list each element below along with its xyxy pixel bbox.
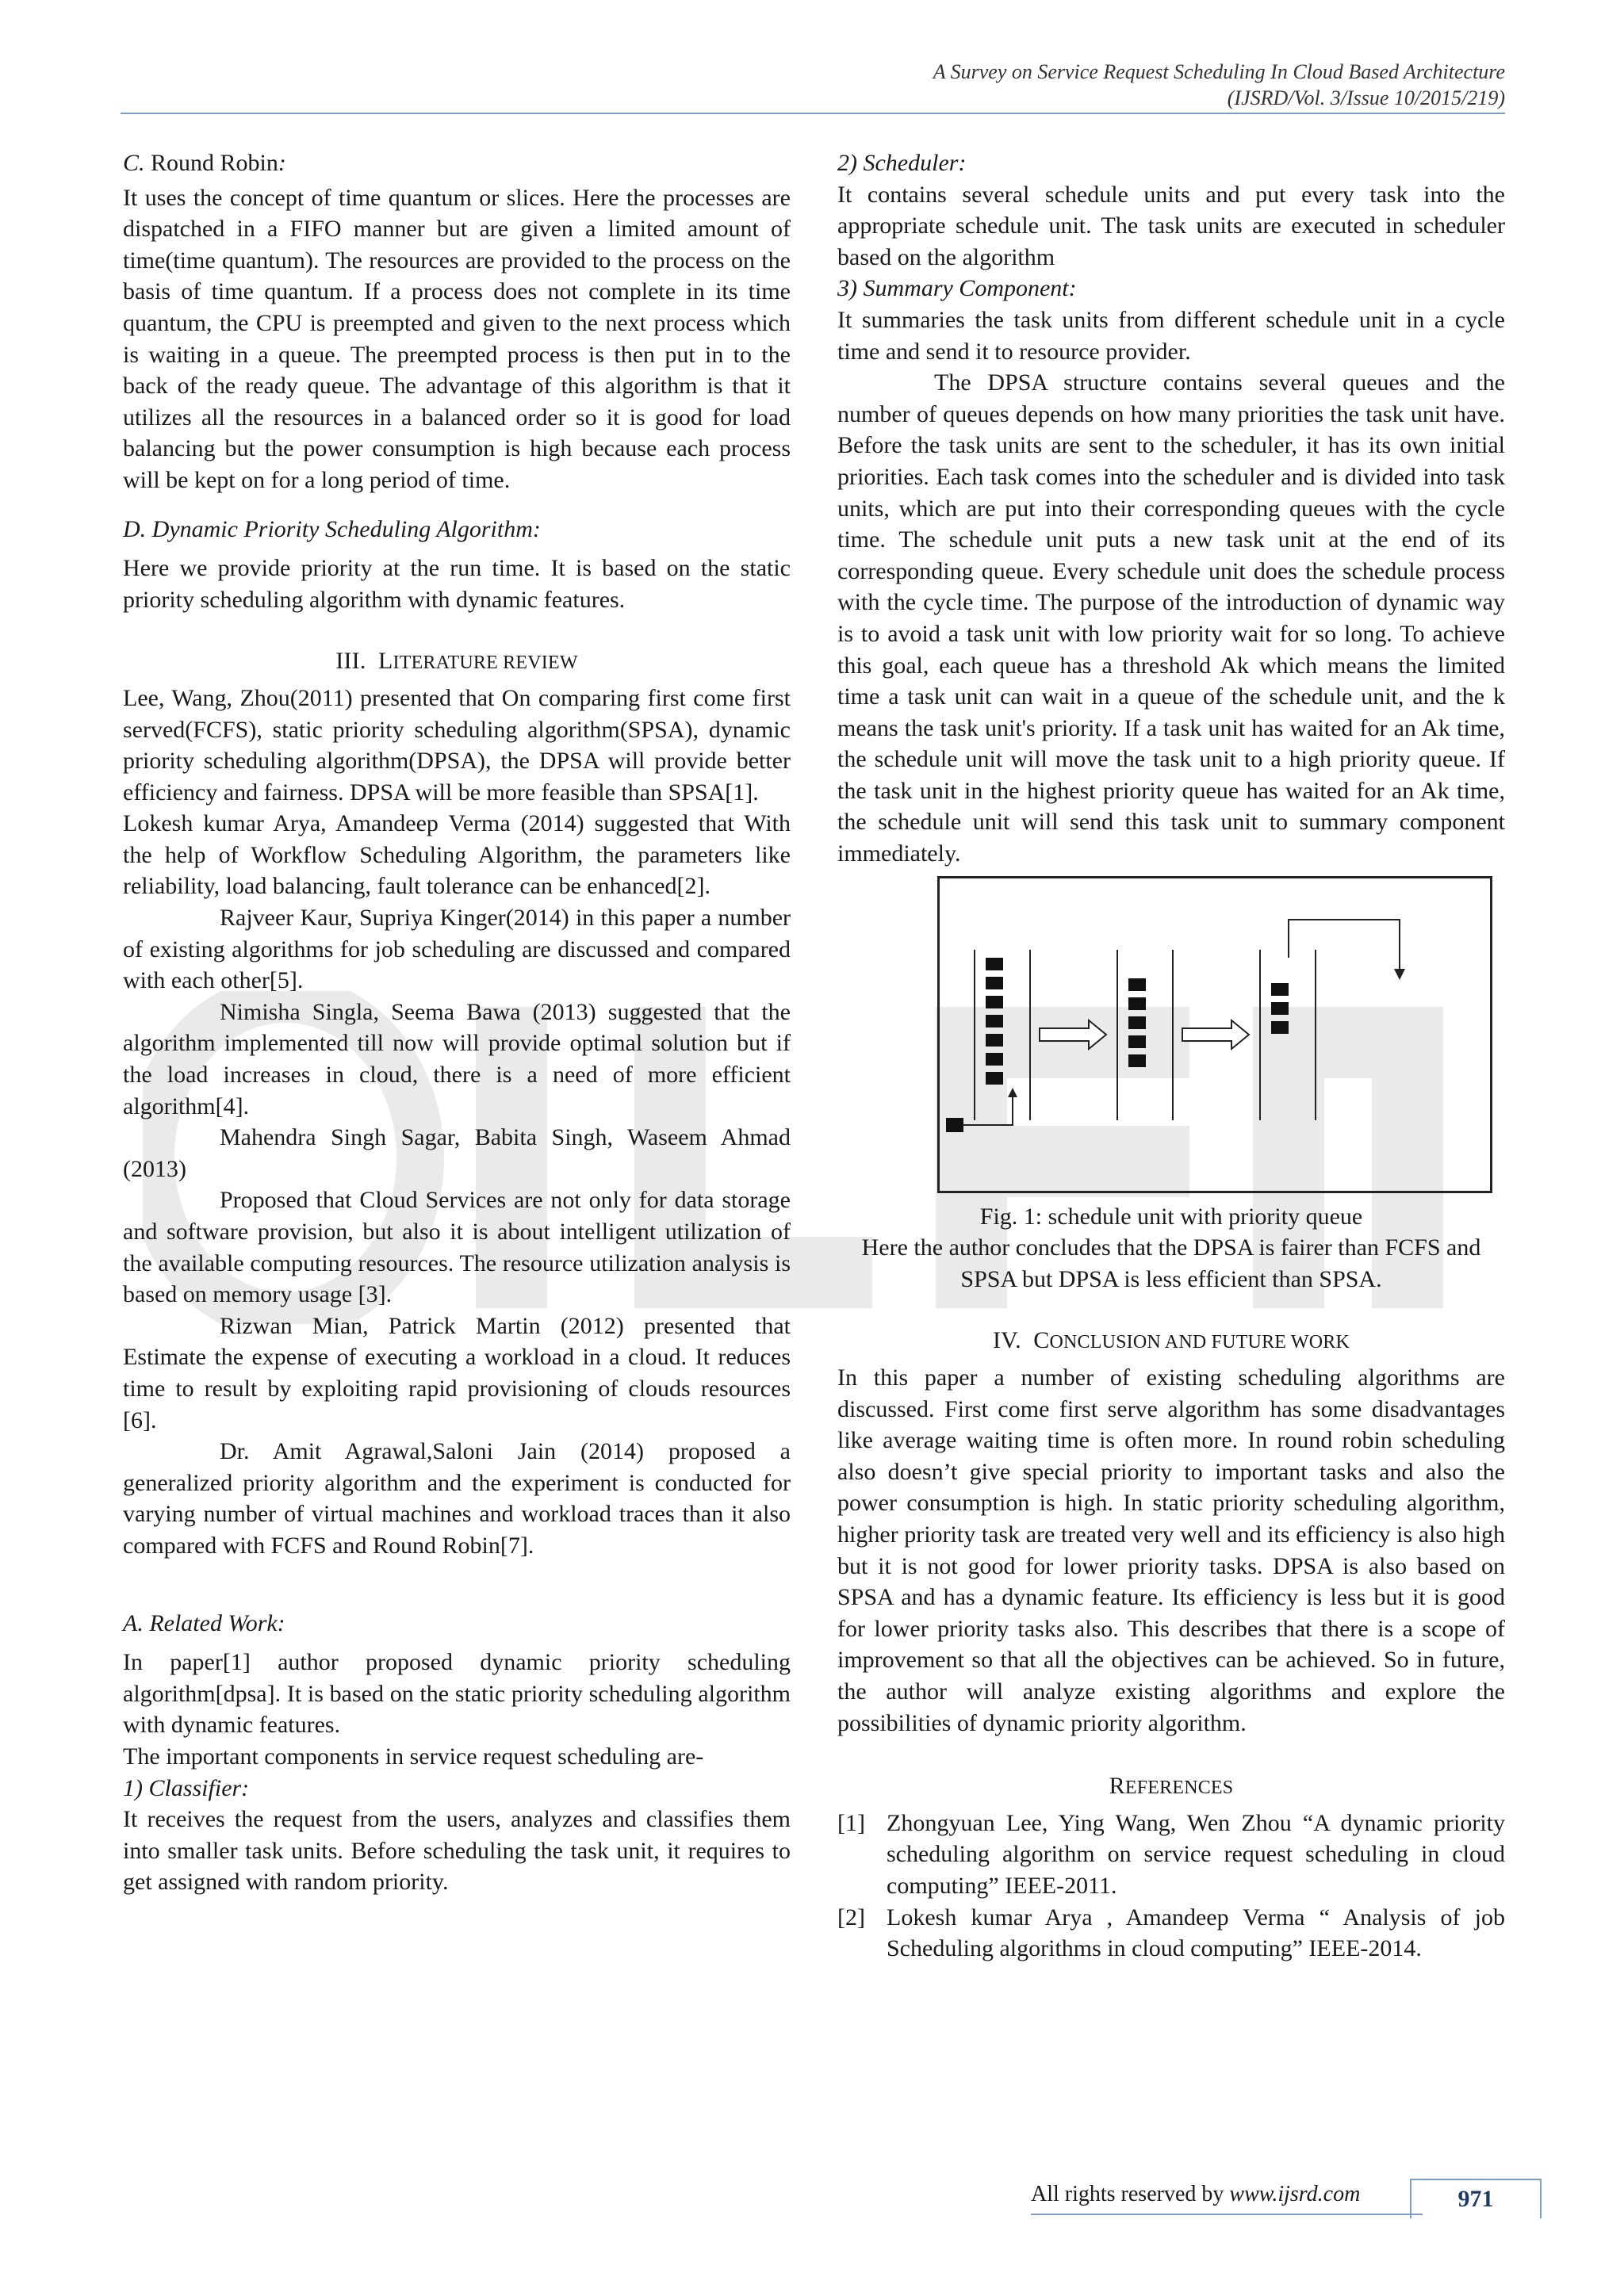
queue-1-task-unit xyxy=(986,1015,1003,1027)
reference-text: Zhongyuan Lee, Ying Wang, Wen Zhou “A dynamic priority scheduling algorithm on service request scheduling in cloud computing” IEEE-2011. xyxy=(887,1809,1505,1899)
exit-arrow-line xyxy=(1289,920,1400,974)
section-3-heading xyxy=(123,645,791,679)
reference-item xyxy=(837,1808,1505,1902)
header-title: A Survey on Service Request Scheduling In Cloud Based Architecture xyxy=(933,60,1505,83)
section-d-heading: D. Dynamic Priority Scheduling Algorithm: xyxy=(123,515,541,542)
promotion-arrow-2 xyxy=(1182,1020,1249,1049)
classifier-paragraph: It receives the request from the users, analyzes and classifies them into smaller task units. Before scheduling the task unit, it requires to get assigned with random priority. xyxy=(123,1806,791,1896)
references-title: EFERENCES xyxy=(1124,1777,1234,1799)
section-c-heading xyxy=(123,147,791,179)
queue-1-task-unit xyxy=(986,958,1003,970)
footer-rights xyxy=(1031,2182,1360,2207)
incoming-arrowhead xyxy=(1008,1088,1017,1097)
queue-1-task-unit xyxy=(986,996,1003,1008)
footer-site-link[interactable]: www.ijsrd.com xyxy=(1229,2182,1361,2206)
queue-1-blocks xyxy=(986,958,1003,1085)
section-3-initial: L xyxy=(377,648,393,675)
promotion-arrow-1 xyxy=(1040,1020,1106,1049)
references-heading xyxy=(837,1770,1505,1804)
footer-rule xyxy=(1031,2214,1423,2215)
header-issue: (IJSRD/Vol. 3/Issue 10/2015/219) xyxy=(1227,86,1505,109)
section-c-title: Round Robin xyxy=(151,150,278,176)
queue-2-task-unit xyxy=(1128,1035,1146,1048)
exit-arrowhead xyxy=(1394,969,1405,980)
literature-paragraph: Rizwan Mian, Patrick Martin (2012) presented that Estimate the expense of executing a workload in a cloud. It reduces time to result by exploiting rapid provisioning of clouds resources [6]. xyxy=(123,1312,791,1433)
summary-heading: 3) Summary Component: xyxy=(837,275,1077,302)
classifier-heading: 1) Classifier: xyxy=(123,1774,250,1801)
references-initial: R xyxy=(1109,1773,1125,1800)
section-3-number: III. xyxy=(335,648,366,675)
section-a-heading: A. Related Work: xyxy=(123,1609,285,1636)
reference-item xyxy=(837,1902,1505,1965)
footer-rights-text: All rights reserved by xyxy=(1031,2182,1230,2206)
reference-text: Lokesh kumar Arya , Amandeep Verma “ Analysis of job Scheduling algorithms in cloud computing” IEEE-2014. xyxy=(887,1904,1505,1962)
queue-3-task-unit xyxy=(1271,1021,1289,1034)
queue-3-blocks xyxy=(1271,983,1289,1034)
queue-1-task-unit xyxy=(986,1053,1003,1066)
queue-2-task-unit xyxy=(1128,978,1146,991)
reference-number: [2] xyxy=(837,1904,865,1931)
queue-3-task-unit xyxy=(1271,1002,1289,1015)
related-work-paragraph: In paper[1] author proposed dynamic priority scheduling algorithm[dpsa]. It is based on the static priority scheduling algorithm with dynamic features. xyxy=(123,1649,791,1739)
literature-paragraph: Nimisha Singla, Seema Bawa (2013) suggested that the algorithm implemented till now will provide optimal solution but if the load increases in cloud, there is a need of more efficient algorithm[4]. xyxy=(123,998,791,1119)
scheduler-heading: 2) Scheduler: xyxy=(837,150,967,176)
literature-paragraph: Dr. Amit Agrawal,Saloni Jain (2014) proposed a generalized priority algorithm and the experiment is conducted for varying number of virtual machines and workload traces than it also compared with FCFS and Round Robin[7]. xyxy=(123,1438,791,1559)
section-c-label: C. xyxy=(123,150,145,176)
queue-2-task-unit xyxy=(1128,1054,1146,1067)
section-c-colon: : xyxy=(278,150,286,176)
section-4-number: IV. xyxy=(992,1327,1021,1354)
literature-paragraph: Mahendra Singh Sagar, Babita Singh, Waseem Ahmad (2013) xyxy=(123,1124,791,1182)
incoming-task-unit xyxy=(946,1118,963,1132)
literature-paragraph: Lokesh kumar Arya, Amandeep Verma (2014) suggested that With the help of Workflow Scheduling Algorithm, the parameters like reliability, load balancing, fault tolerance can be enhanced[2]. xyxy=(123,810,791,900)
dpsa-structure-paragraph: The DPSA structure contains several queues and the number of queues depends on how many priorities the task unit have. Before the task units are sent to the scheduler, it has its own initial priorities. Each task comes into the scheduler and is divided into task units, which are put into their corresponding queues with the cycle time. The schedule unit puts a new task unit at the end of its corresponding queue. Every schedule unit does the schedule process with the cycle time. The purpose of the introduction of dynamic way is to avoid a task unit with low priority wait for so long. To achieve this goal, each queue has a threshold Ak which means the limited time a task unit can wait in a queue of the schedule unit, and the k means the task unit's priority. If a task unit has waited for an Ak time, the schedule unit will move the task unit to a high priority queue. If the task unit in the highest priority queue has waited for an Ak time, the schedule unit will send this task unit to summary component immediately. xyxy=(837,369,1505,867)
section-3-title: ITERATURE REVIEW xyxy=(393,652,578,674)
queue-1-task-unit xyxy=(986,977,1003,989)
section-4-initial: C xyxy=(1033,1327,1050,1354)
right-column xyxy=(837,147,1505,1965)
round-robin-paragraph: It uses the concept of time quantum or slices. Here the processes are dispatched in a FIFO manner but are given a limited amount of time(time quantum). The resources are provided to the process on the basis of time quantum. If a process does not complete in its time quantum, the CPU is preempted and given to the next process which is waiting in a queue. The preempted process is then put in to the back of the ready queue. The advantage of this algorithm is that it utilizes all the resources in a balanced order so it is good for load balancing but the power consumption is high because each process will be kept on for a long period of time. xyxy=(123,184,791,493)
queue-2-task-unit xyxy=(1128,997,1146,1010)
incoming-arrow-line xyxy=(963,1093,1013,1125)
left-column xyxy=(123,147,791,1898)
queue-2-blocks xyxy=(1128,978,1146,1067)
summary-paragraph: It summaries the task units from different schedule unit in a cycle time and send it to resource provider. xyxy=(837,306,1505,365)
scheduler-paragraph: It contains several schedule units and put every task into the appropriate schedule unit. The task units are executed in scheduler based on the algorithm xyxy=(837,181,1505,270)
conclusion-paragraph: In this paper a number of existing scheduling algorithms are discussed. First come first serve algorithm has some disadvantages like average waiting time is often more. In round robin scheduling also doesn’t give special priority to important tasks and also the power consumption is high. In static priority scheduling algorithm, higher priority task are treated very well and its efficiency is also high but it is not good for lower priority tasks. DPSA is also based on SPSA and has a dynamic feature. Its efficiency is less but it is good for lower priority tasks also. This describes that there is a scope of improvement so that all the objectives can be achieved. So in future, the author will analyze existing algorithms and explore the possibilities of dynamic priority algorithm. xyxy=(837,1364,1505,1736)
queue-3-task-unit xyxy=(1271,983,1289,996)
queue-1-task-unit xyxy=(986,1072,1003,1085)
queue-1-task-unit xyxy=(986,1034,1003,1047)
reference-number: [1] xyxy=(837,1809,865,1836)
section-4-title: ONCLUSION AND FUTURE WORK xyxy=(1049,1332,1350,1353)
literature-paragraph: Proposed that Cloud Services are not only for data storage and software provision, but also it is about intelligent utilization of the available computing resources. The resource utilization analysis is based on memory usage [3]. xyxy=(123,1187,791,1308)
priority-queue-diagram xyxy=(940,878,1490,1191)
literature-paragraph: Lee, Wang, Zhou(2011) presented that On comparing first come first served(FCFS), static priority scheduling algorithm(SPSA), dynamic priority scheduling algorithm(DPSA), the DPSA will provide better efficiency and fairness. DPSA will be more feasible than SPSA[1]. xyxy=(123,684,791,806)
figure-caption: Fig. 1: schedule unit with priority queue xyxy=(979,1203,1363,1230)
queue-2-task-unit xyxy=(1128,1016,1146,1029)
dpsa-paragraph: Here we provide priority at the run time. It is based on the static priority scheduling algorithm with dynamic features. xyxy=(123,555,791,613)
running-header xyxy=(395,59,1505,111)
header-rule xyxy=(121,113,1505,114)
literature-paragraph: Rajveer Kaur, Supriya Kinger(2014) in this paper a number of existing algorithms for job scheduling are discussed and compared with each other[5]. xyxy=(123,905,791,994)
page-number: 971 xyxy=(1410,2179,1542,2218)
section-4-heading xyxy=(837,1325,1505,1359)
figure-conclusion: Here the author concludes that the DPSA is fairer than FCFS and SPSA but DPSA is less efficient than SPSA. xyxy=(861,1234,1481,1292)
related-work-paragraph: The important components in service request scheduling are- xyxy=(123,1743,704,1770)
figure-schedule-unit xyxy=(937,876,1492,1193)
